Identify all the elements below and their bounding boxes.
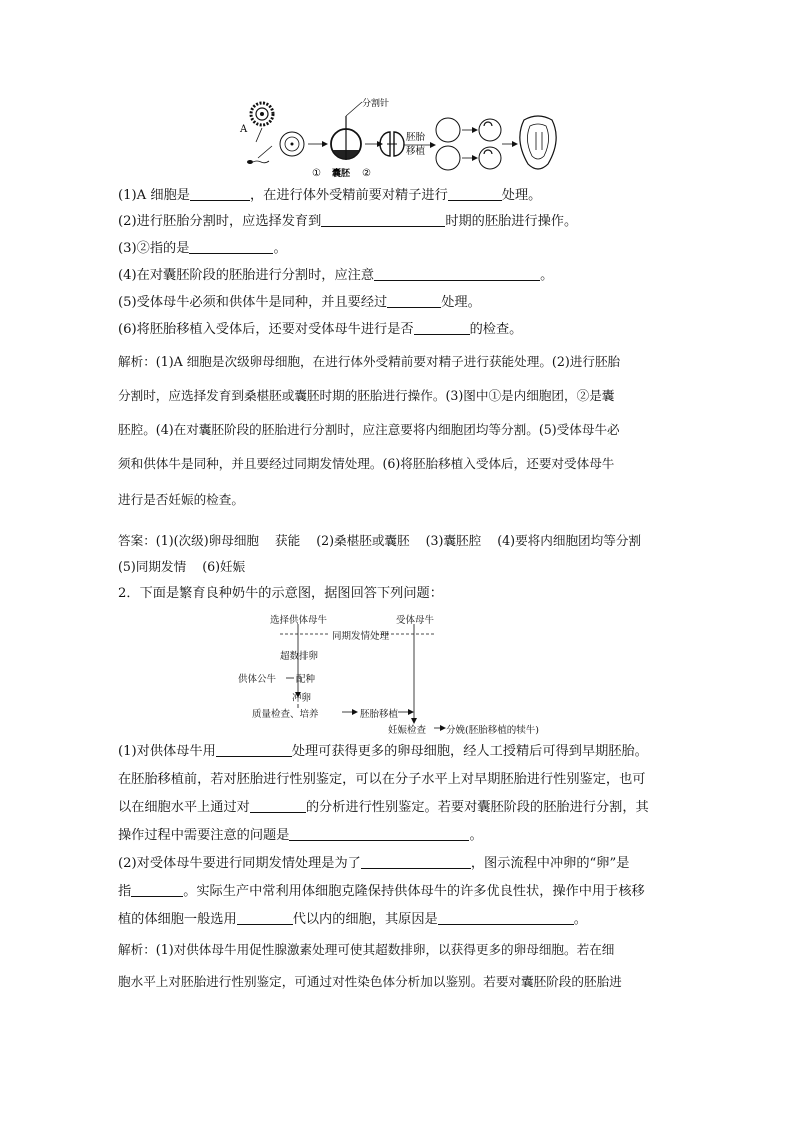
q2-text-line <box>118 798 678 818</box>
flow-birth: 分娩(胚胎移植的犊牛) <box>446 725 539 736</box>
answer-blank[interactable] <box>189 239 273 254</box>
flow-arrows <box>236 610 566 740</box>
q1-item-4-post: 。 <box>540 268 554 283</box>
q1-item-1-text: (1)A 细胞是 <box>118 188 190 203</box>
embryo-splitting-diagram <box>232 96 562 184</box>
q2-text: 在胚胎移植前，若对胚胎进行性别鉴定，可以在分子水平上对早期胚胎进行性别鉴定，也可 <box>118 772 646 787</box>
recipient-uterus-icon <box>436 118 518 170</box>
zygote-icon <box>280 132 304 156</box>
q2-text-post: 。 <box>573 912 587 927</box>
answer-part: 获能 <box>275 533 301 548</box>
q2-text-line <box>118 882 678 902</box>
q1-answer-line <box>118 557 678 577</box>
q1-analysis-line: 解析：(1)A 细胞是次级卵母细胞，在进行体外受精前要对精子进行获能处理。(2)进行胚胎 <box>118 354 621 369</box>
oocyte-icon <box>251 103 273 125</box>
split-embryo-icon <box>380 132 404 156</box>
q1-item-1-mid: ，在进行体外受精前要对精子进行 <box>249 188 448 203</box>
answer-blank[interactable] <box>448 186 502 201</box>
q1-answer-line <box>118 531 678 551</box>
answer-part: (6)妊娠 <box>202 559 246 574</box>
q1-item-5 <box>118 293 678 313</box>
flow-recipient-cow: 受体母牛 <box>396 615 435 626</box>
q1-item-2-text: (2)进行胚胎分割时，应选择发育到 <box>118 214 322 229</box>
flow-pregnancy: 妊娠检查 <box>388 725 427 736</box>
flow-donor-bull: 供体公牛 <box>238 674 277 685</box>
answer-blank[interactable] <box>387 293 441 308</box>
q1-analysis-line: 进行是否妊娠的检查。 <box>118 492 244 507</box>
q2-text: 植的体细胞一般选用 <box>118 912 237 927</box>
flow-flush: 冲卵 <box>292 693 312 704</box>
label-a: A <box>240 124 248 135</box>
answer-blank[interactable] <box>414 320 470 335</box>
q1-item-4-text: (4)在对囊胚阶段的胚胎进行分割时，应注意 <box>118 268 375 283</box>
q2-text: 操作过程中需要注意的问题是 <box>118 828 290 843</box>
answer-blank[interactable] <box>289 826 469 841</box>
q2-text: 以在细胞水平上通过对 <box>118 800 250 815</box>
label-blastocyst: 囊胚 <box>332 169 351 179</box>
q1-analysis-line: 分割时，应选择发育到桑椹胚或囊胚时期的胚胎进行操作。(3)图中①是内细胞团，②是囊 <box>118 388 615 403</box>
flow-superovulation: 超数排卵 <box>280 651 319 662</box>
answer-blank[interactable] <box>131 882 183 897</box>
flow-quality: 质量检查、培养 <box>252 709 319 720</box>
q2-text-post: 。实际生产中常利用体细胞克隆保持供体母牛的许多优良性状，操作中用于核移 <box>183 884 645 899</box>
flow-sync: 同期发情处理 <box>332 631 390 642</box>
label-transfer-1: 胚胎 <box>406 132 426 143</box>
q1-item-3-post: 。 <box>273 241 287 256</box>
answer-part: (5)同期发情 <box>118 559 187 574</box>
answer-part: (3)囊胚腔 <box>425 533 482 548</box>
q2-text-post: 。 <box>469 828 483 843</box>
q1-item-6-post: 的检查。 <box>469 322 523 337</box>
q1-item-6 <box>118 320 678 340</box>
answer-part: (2)桑椹胚或囊胚 <box>316 533 410 548</box>
answer-blank[interactable] <box>250 798 306 813</box>
q2-text-post: 处理可获得更多的卵母细胞，经人工授精后可得到早期胚胎。 <box>291 744 648 759</box>
blastocyst-icon <box>331 116 361 160</box>
q2-text-mid: 代以内的细胞，其原因是 <box>292 912 438 927</box>
q2-text: (2)对受体母牛要进行同期发情处理是为了 <box>118 856 361 871</box>
q2-text-line <box>118 910 678 930</box>
answer-blank[interactable] <box>190 186 250 201</box>
answer-part: 答案：(1)(次级)卵母细胞 <box>118 533 260 548</box>
q1-item-4 <box>118 266 678 286</box>
answer-blank[interactable] <box>216 742 292 757</box>
q2-text-line <box>118 770 678 790</box>
q1-item-1-post: 处理。 <box>501 188 542 203</box>
q1-item-2 <box>118 212 678 232</box>
answer-blank[interactable] <box>237 910 293 925</box>
q1-item-2-post: 时期的胚胎进行操作。 <box>445 214 578 229</box>
sperm-icon <box>247 160 269 164</box>
q1-item-5-post: 处理。 <box>441 295 481 310</box>
q2-text: 指 <box>118 884 132 899</box>
q2-text: (1)对供体母牛用 <box>118 744 216 759</box>
label-2: ② <box>362 168 371 179</box>
answer-blank[interactable] <box>438 910 574 925</box>
flow-mating: 配种 <box>296 674 316 685</box>
q2-text-line <box>118 826 678 846</box>
uterus-twins-icon <box>520 116 556 169</box>
q1-item-1 <box>118 186 678 206</box>
q2-analysis-line: 解析：(1)对供体母牛用促性腺激素处理可使其超数排卵，以获得更多的卵母细胞。若在细 <box>118 942 615 957</box>
label-needle: 分割针 <box>362 99 390 109</box>
flow-donor-cow: 选择供体母牛 <box>270 615 328 626</box>
flow-transfer: 胚胎移植 <box>360 709 399 720</box>
q2-analysis-line: 胞水平上对胚胎进行性别鉴定，可通过对性染色体分析加以鉴别。若要对囊胚阶段的胚胎进 <box>118 974 622 989</box>
answer-blank[interactable] <box>321 212 445 227</box>
q1-item-3-text: (3)②指的是 <box>118 241 190 256</box>
q2-text-post: 的分析进行性别鉴定。若要对囊胚阶段的胚胎进行分割，其 <box>305 800 649 815</box>
q2-text-post: ，图示流程中冲卵的“卵”是 <box>470 856 630 871</box>
q1-item-3 <box>118 239 678 259</box>
q1-analysis-line: 胚腔。(4)在对囊胚阶段的胚胎进行分割时，应注意要将内细胞团均等分割。(5)受体母牛必 <box>118 422 620 437</box>
q2-text-line <box>118 854 678 874</box>
q1-item-5-text: (5)受体母牛必须和供体牛是同种，并且要经过 <box>118 295 388 310</box>
label-transfer-2: 移植 <box>406 146 426 157</box>
answer-part: (4)要将内细胞团均等分割 <box>497 533 642 548</box>
breeding-flow-diagram <box>236 610 566 740</box>
q2-text-line <box>118 742 678 762</box>
q1-analysis-line: 须和供体牛是同种，并且要经过同期发情处理。(6)将胚胎移植入受体后，还要对受体母牛 <box>118 456 615 471</box>
label-1: ① <box>312 168 321 179</box>
answer-blank[interactable] <box>374 266 540 281</box>
q2-title: 2．下面是繁育良种奶牛的示意图，据图回答下列问题： <box>118 586 443 601</box>
q1-item-6-text: (6)将胚胎移植入受体后，还要对受体母牛进行是否 <box>118 322 414 337</box>
answer-blank[interactable] <box>361 854 471 869</box>
